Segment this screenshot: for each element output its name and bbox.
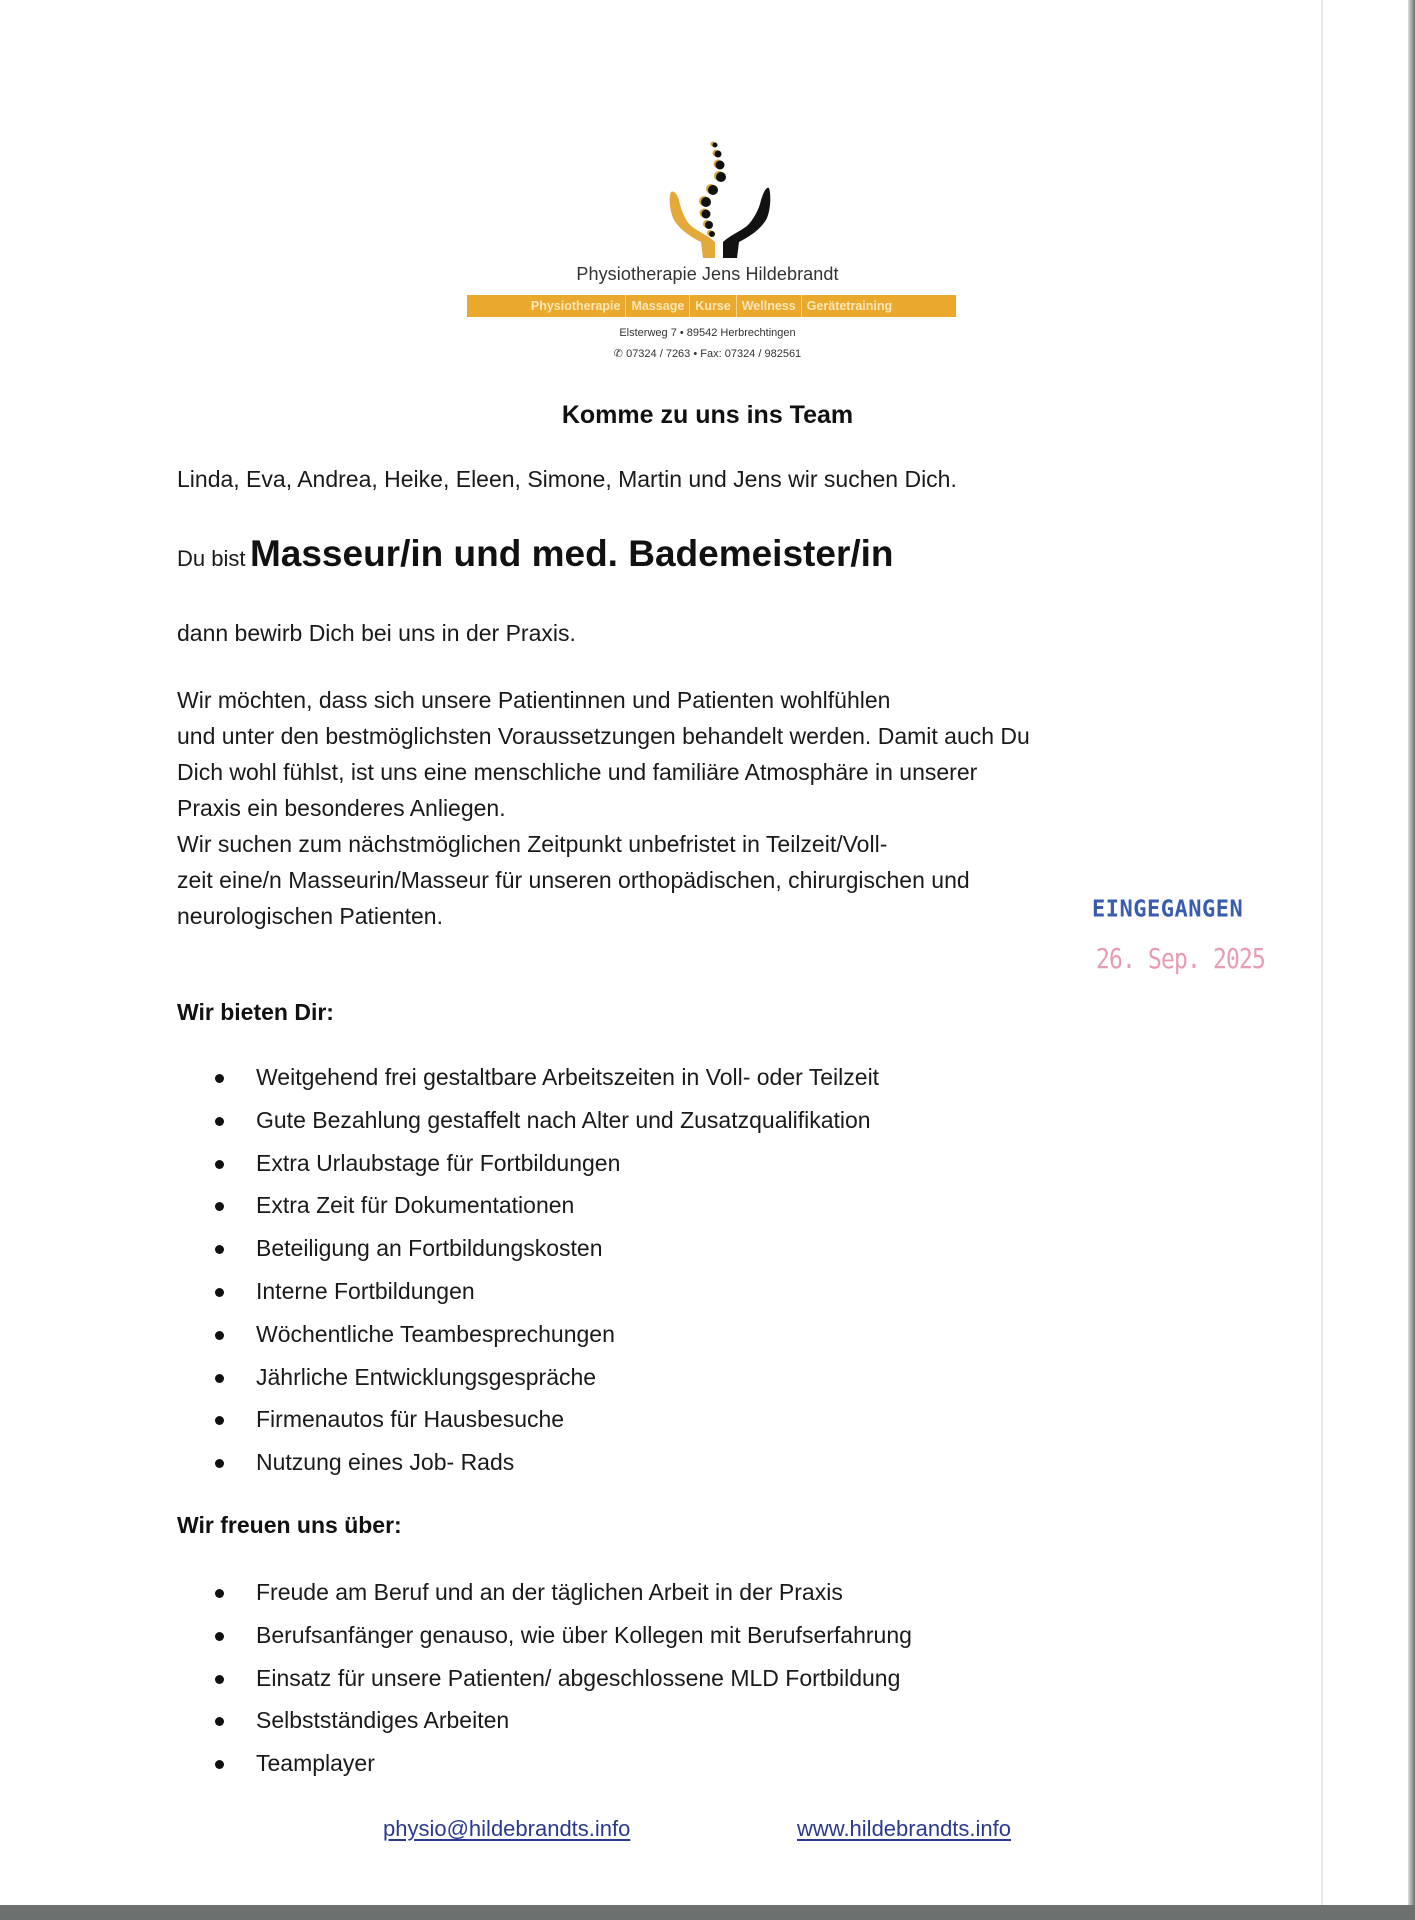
services-bar	[467, 295, 956, 317]
job-prefix: Du bist	[177, 546, 246, 571]
company-name: Physiotherapie Jens Hildebrandt	[576, 264, 839, 284]
list-item: Extra Zeit für Dokumentationen	[215, 1190, 879, 1233]
list-item: Teamplayer	[215, 1748, 912, 1791]
list-item: Gute Bezahlung gestaffelt nach Alter und Zusatzqualifikation	[215, 1105, 879, 1148]
list-item: Weitgehend frei gestaltbare Arbeitszeiten in Voll- oder Teilzeit	[215, 1062, 879, 1105]
bullet-icon	[215, 1374, 224, 1383]
paragraph-line: Dich wohl fühlst, ist uns eine menschliche und familiäre Atmosphäre in unserer	[177, 759, 978, 785]
service-wellness: Wellness	[737, 295, 802, 317]
scan-edge-bottom	[0, 1905, 1415, 1920]
list-item: Beteiligung an Fortbildungskosten	[215, 1233, 879, 1276]
list-item: Nutzung eines Job- Rads	[215, 1447, 879, 1490]
paragraph-line: Wir suchen zum nächstmöglichen Zeitpunkt unbefristet in Teilzeit/Voll-	[177, 831, 888, 857]
paragraph-line: und unter den bestmöglichsten Voraussetzungen behandelt werden. Damit auch Du	[177, 723, 1030, 749]
list-item: Extra Urlaubstage für Fortbildungen	[215, 1148, 879, 1191]
company-address: Elsterweg 7 • 89542 Herbrechtingen	[619, 327, 796, 339]
scan-fold-line	[1321, 0, 1323, 1905]
bullet-icon	[215, 1760, 224, 1769]
page-headline: Komme zu uns ins Team	[561, 401, 854, 429]
website-link[interactable]: www.hildebrandts.info	[797, 1816, 1012, 1841]
bullet-icon	[215, 1632, 224, 1641]
service-massage: Massage	[626, 295, 690, 317]
bullet-icon	[215, 1717, 224, 1726]
company-phone-fax: ✆ 07324 / 7263 • Fax: 07324 / 982561	[613, 348, 802, 360]
list-item: Firmenautos für Hausbesuche	[215, 1404, 879, 1447]
list-item: Interne Fortbildungen	[215, 1276, 879, 1319]
bullet-icon	[215, 1416, 224, 1425]
bullet-icon	[215, 1245, 224, 1254]
bullet-icon	[215, 1288, 224, 1297]
paragraph-line: Wir möchten, dass sich unsere Patientinnen und Patienten wohlfühlen	[177, 687, 891, 713]
paragraph-line: zeit eine/n Masseurin/Masseur für unseren orthopädischen, chirurgischen und	[177, 867, 970, 893]
bullet-icon	[215, 1331, 224, 1340]
email-link[interactable]: physio@hildebrandts.info	[383, 1816, 631, 1841]
service-physiotherapie: Physiotherapie	[526, 295, 627, 317]
list-item: Berufsanfänger genauso, wie über Kollegen mit Berufserfahrung	[215, 1620, 912, 1663]
team-intro: Linda, Eva, Andrea, Heike, Eleen, Simone, Martin und Jens wir suchen Dich.	[177, 466, 957, 492]
bullet-icon	[215, 1589, 224, 1598]
offer-list	[215, 1062, 879, 1490]
bullet-icon	[215, 1202, 224, 1211]
paragraph-line: neurologischen Patienten.	[177, 903, 443, 929]
service-kurse: Kurse	[690, 295, 736, 317]
list-item: Jährliche Entwicklungsgespräche	[215, 1362, 879, 1405]
list-item: Freude am Beruf und an der täglichen Arbeit in der Praxis	[215, 1577, 912, 1620]
bullet-icon	[215, 1459, 224, 1468]
bullet-icon	[215, 1074, 224, 1083]
bullet-icon	[215, 1675, 224, 1684]
received-stamp-date: 26. Sep. 2025	[1096, 942, 1266, 975]
wishes-list	[215, 1577, 912, 1791]
bullet-icon	[215, 1117, 224, 1126]
paragraph-line: Praxis ein besonderes Anliegen.	[177, 795, 506, 821]
offer-section-title: Wir bieten Dir:	[177, 999, 334, 1025]
scan-edge-right	[1408, 0, 1415, 1920]
apply-line: dann bewirb Dich bei uns in der Praxis.	[177, 620, 576, 646]
bullet-icon	[215, 1160, 224, 1169]
list-item: Selbstständiges Arbeiten	[215, 1705, 912, 1748]
wishes-section-title: Wir freuen uns über:	[177, 1512, 402, 1538]
spine-hands-logo-icon	[665, 138, 775, 260]
job-title-line	[177, 533, 894, 575]
list-item: Wöchentliche Teambesprechungen	[215, 1319, 879, 1362]
list-item: Einsatz für unsere Patienten/ abgeschlossene MLD Fortbildung	[215, 1663, 912, 1706]
service-geraetetraining: Gerätetraining	[806, 299, 893, 313]
received-stamp-label: EINGEGANGEN	[1092, 896, 1244, 923]
job-title: Masseur/in und med. Bademeister/in	[249, 533, 894, 574]
